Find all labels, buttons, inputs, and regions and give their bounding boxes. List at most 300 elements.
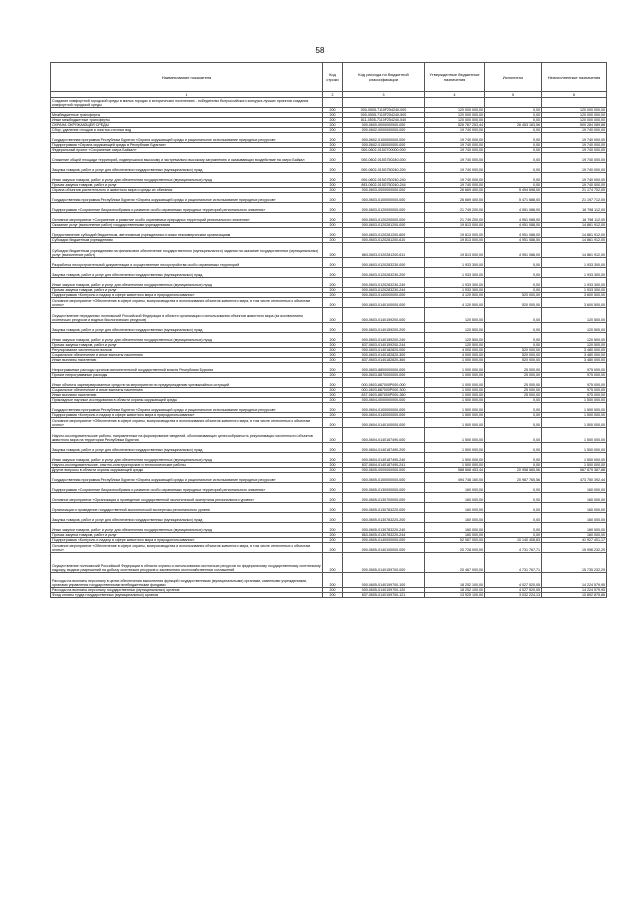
row-name: Прочие непрограммные расходы [51,373,323,378]
table-row [51,268,607,278]
row-done: 0,00 [485,418,542,428]
row-code: 200 [323,243,343,258]
row-kbk: 000-0603-887000P000-300 [343,388,425,393]
row-approved: 1 500 000,00 [425,428,485,443]
row-code: 200 [323,543,343,553]
row-done: 0,00 [485,173,542,183]
row-approved: 160 000,00 [425,523,485,533]
row-kbk: 000-0603-0120283230-200 [343,268,425,278]
row-kbk: 000-0603-0140159200-200 [343,323,425,333]
row-approved: 21 749 200,00 [425,203,485,213]
row-kbk: 000-0603-0120283230-240 [343,278,425,288]
row-approved: 18 252 100,00 [425,588,485,593]
table-row [51,228,607,238]
row-rest: 41 927 401,17 [542,538,607,543]
row-kbk: 811-0505-7110F254240-540 [343,118,425,123]
row-rest: 975 000,00 [542,373,607,378]
row-approved: 494 748 160,00 [425,473,485,483]
row-kbk: 000-0605-0130783220-240 [343,523,425,533]
row-rest: 19 740 000,00 [542,143,607,148]
header-index: 3 [343,92,425,98]
row-approved: 19 740 000,00 [425,183,485,188]
row-name: Научно-исследовательские, опытно-конструкторские и технологические работы [51,463,323,468]
row-kbk: 837-0603-0140182820-360 [343,358,425,363]
row-name: Организация и проведение государственной экологической экспертизы регионального уровня [51,503,323,513]
row-done: 0,00 [485,533,542,538]
row-done: 0,00 [485,513,542,523]
row-approved: 18 252 100,00 [425,573,485,588]
row-kbk: 000-0604-0140187490-240 [343,453,425,463]
row-code: 200 [323,153,343,163]
row-code: 200 [323,123,343,128]
row-code: 200 [323,343,343,348]
row-rest: 3 600 500,00 [542,298,607,308]
row-kbk: 000-0604-0140100000-000 [343,418,425,428]
row-name: Расходы на выплаты персоналу государственных (муниципальных) органов [51,588,323,593]
row-rest: 1 500 000,00 [542,428,607,443]
row-kbk: 000-0505-7110F254240-000 [343,108,425,113]
row-kbk: 000-0602-0150000000-000 [343,143,425,148]
row-done: 25 000,00 [485,363,542,373]
row-name: Иные закупки товаров, работ и услуг для обеспечения государственных (муниципальных) нужд [51,333,323,343]
row-kbk: 000-0603-0100000000-000 [343,193,425,203]
row-code: 200 [323,353,343,358]
row-name: Расходы на выплаты персоналу в целях обеспечения выполнения функций государственными (муниципальными) органами, казенными учреждениями, органами управления государственными внебюджетными фондами [51,573,323,588]
row-name: Оказание услуг (выполнение работ) государственными учреждениями [51,223,323,228]
row-kbk: 000-0605-0130700000-000 [343,493,425,503]
row-code: 200 [323,108,343,113]
row-kbk: 000-0603-0120281200-000 [343,223,425,228]
row-kbk: 000-0603-0140159200-000 [343,308,425,323]
row-done: 5 494 698,00 [485,188,542,193]
row-rest: 1 500 000,00 [542,403,607,413]
row-rest: 120 000 000,00 [542,118,607,123]
row-done: 0,00 [485,503,542,513]
row-done: 0,00 [485,133,542,143]
table-row [51,203,607,213]
row-rest: 16 798 112,00 [542,203,607,213]
row-name: Прочая закупка товаров, работ и услуг [51,183,323,188]
row-code: 200 [323,298,343,308]
row-name: Прочая закупка товаров, работ и услуг [51,288,323,293]
row-approved: 20 467 000,00 [425,553,485,573]
row-name: Основное мероприятие «Обеспечение в сфере охраны, воспроизводства и использования объектов животного мира, в том числе отнесенных к объектам охоты» [51,418,323,428]
row-name: Закупка товаров, работ и услуг для обеспечения государственных (муниципальных) нужд [51,513,323,523]
row-approved: 1 000 000,00 [425,393,485,398]
table-row [51,153,607,163]
row-rest: 19 740 000,00 [542,163,607,173]
row-code: 200 [323,213,343,223]
row-done: 25 000,00 [485,388,542,393]
row-kbk [343,98,425,108]
row-done: 5 471 688,00 [485,193,542,203]
row-done: 0,00 [485,413,542,418]
row-name: Государственная программа Республики Бурятия «Охрана окружающей среды и рациональное использование природных ресурсов» [51,403,323,413]
row-code: 200 [323,183,343,188]
row-name: Социальное обеспечение и иные выплаты населению [51,353,323,358]
row-name: Непрограммные расходы органов исполнительной государственной власти Республики Бурятия [51,363,323,373]
row-approved: 160 000,00 [425,513,485,523]
row-done: 0,00 [485,258,542,268]
header-index: 4 [425,92,485,98]
row-done: 4 027 520,05 [485,588,542,593]
row-done: 0,00 [485,463,542,468]
row-code: 200 [323,148,343,153]
row-code: 200 [323,238,343,243]
row-rest: 1 500 000,00 [542,418,607,428]
row-code: 200 [323,588,343,593]
row-done: 0,00 [485,493,542,503]
row-name: Предоставление субсидий бюджетным, автономным учреждениям и иным некоммерческим организациям [51,228,323,238]
row-approved: 19 813 000,00 [425,243,485,258]
row-rest: 567 879 387,88 [542,468,607,473]
row-approved: 1 500 000,00 [425,443,485,453]
row-done: 4 951 088,00 [485,228,542,238]
row-rest: 120 000 000,00 [542,113,607,118]
row-code: 200 [323,223,343,228]
row-done: 25 000,00 [485,373,542,378]
row-code: 200 [323,413,343,418]
row-done: 20 987 765,56 [485,473,542,483]
row-done: 25 000,00 [485,378,542,388]
row-name: Субсидии бюджетным учреждениям на финансовое обеспечение государственного (муниципального) задания на оказание государственных (муниципальных) услуг (выполнение работ) [51,243,323,258]
row-rest: 3 600 500,00 [542,293,607,298]
row-name: Подпрограмма «Охрана окружающей среды в Республике Бурятия» [51,143,323,148]
row-rest: 19 740 000,00 [542,153,607,163]
row-approved: 1 500 000,00 [425,398,485,403]
row-rest: 1 500 000,00 [542,413,607,418]
table-body [51,98,607,598]
row-approved: 1 500 000,00 [425,418,485,428]
row-code: 200 [323,483,343,493]
row-kbk: 000-0600-0000000000-000 [343,123,425,128]
header-done: Исполнено [485,63,542,92]
row-done: 0,00 [485,153,542,163]
row-rest: 14 861 912,00 [542,238,607,243]
row-kbk: 000-0603-8870000000-000 [343,373,425,378]
row-done: 0,00 [485,343,542,348]
header-rest: Неисполненные назначения [542,63,607,92]
row-approved: 1 500 000,00 [425,453,485,463]
row-code: 200 [323,428,343,443]
row-rest: 120 500,00 [542,323,607,333]
row-approved: 1 933 300,00 [425,278,485,288]
row-approved: 1 933 300,00 [425,258,485,268]
row-kbk: 000-0605-0140159700-120 [343,588,425,593]
row-done: 0,00 [485,333,542,343]
row-rest: 975 000,00 [542,363,607,373]
row-approved: 160 000,00 [425,503,485,513]
row-done: 4 951 088,00 [485,243,542,258]
row-kbk: 000-0603-8800000000-000 [343,363,425,373]
header-index: 6 [542,92,607,98]
row-rest: 21 174 702,00 [542,188,607,193]
row-done: 4 027 520,05 [485,573,542,588]
header-row [51,63,607,92]
row-rest: 160 000,00 [542,533,607,538]
row-kbk: 000-0605-0140159700-100 [343,573,425,588]
row-kbk: 000-0605-0130783220-200 [343,513,425,523]
row-done: 4 731 767,71 [485,543,542,553]
row-rest: 3 480 000,00 [542,348,607,353]
row-code: 200 [323,173,343,183]
row-approved: 19 740 000,00 [425,163,485,173]
row-name: Государственная программа Республики Бурятия «Охрана окружающей среды и рациональное использование природных ресурсов» [51,473,323,483]
row-approved: 19 813 000,00 [425,223,485,228]
row-name: Иные закупки товаров, работ и услуг для обеспечения государственных (муниципальных) нужд [51,173,323,183]
row-kbk: 000-0603-0140100000-000 [343,298,425,308]
row-kbk: 000-0604-0140000000-000 [343,413,425,418]
header-name: Наименование показателя [51,63,323,92]
header-kbk: Код расхода по бюджетной классификации [343,63,425,92]
row-kbk: 000-0602-015G750240-200 [343,163,425,173]
row-name: Иные выплаты населению [51,358,323,363]
row-code: 200 [323,193,343,203]
row-approved: 19 740 000,00 [425,153,485,163]
row-done [485,98,542,108]
row-rest: 19 740 000,00 [542,128,607,133]
row-approved: 19 740 000,00 [425,128,485,133]
row-approved: 19 740 000,00 [425,133,485,143]
row-code: 200 [323,453,343,463]
row-kbk: 000-0604-0000000000-000 [343,398,425,403]
row-kbk: 000-0603-0120283230-000 [343,258,425,268]
row-name: Иные закупки товаров, работ и услуг для обеспечения государственных (муниципальных) нужд [51,453,323,463]
row-kbk: 893-0602-015G750240-244 [343,183,425,188]
row-done: 0,00 [485,108,542,113]
row-name: Закупка товаров, работ и услуг для обеспечения государственных (муниципальных) нужд [51,163,323,173]
row-name: Иные закупки товаров, работ и услуг для обеспечения государственных (муниципальных) нужд [51,278,323,288]
row-approved: 1 000 000,00 [425,358,485,363]
row-name: Прочая закупка товаров, работ и услуг [51,343,323,348]
row-code: 200 [323,393,343,398]
row-kbk: 000-0603-0140182820-000 [343,348,425,353]
row-name: Социальное обеспечение и иные выплаты населению [51,388,323,393]
table-row [51,308,607,323]
row-rest: 1 500 000,00 [542,398,607,403]
row-approved: 19 740 000,00 [425,143,485,148]
row-rest: 975 000,00 [542,378,607,388]
row-done: 520 000,00 [485,353,542,358]
row-kbk: 000-0603-0120000000-000 [343,203,425,213]
row-kbk: 000-0605-0130783220-000 [343,503,425,513]
row-code: 200 [323,348,343,353]
row-rest: 1 933 300,00 [542,288,607,293]
row-approved: 19 740 000,00 [425,148,485,153]
row-name: Закупка товаров, работ и услуг для обеспечения государственных (муниципальных) нужд [51,268,323,278]
row-kbk: 837-0603-887000P000-360 [343,393,425,398]
row-done: 0,00 [485,323,542,333]
row-approved: 1 933 300,00 [425,288,485,293]
row-done: 0,00 [485,278,542,288]
row-done: 520 000,00 [485,348,542,353]
row-code: 200 [323,538,343,543]
row-code: 200 [323,323,343,333]
row-name: Основное мероприятие «Сохранение и развитие особо охраняемых природных территорий регионального значения» [51,213,323,223]
row-approved: 120 500,00 [425,323,485,333]
row-code: 200 [323,278,343,288]
row-approved: 1 933 300,00 [425,268,485,278]
row-approved: 588 668 453,44 [425,468,485,473]
row-kbk: 000-0604-0140187490-200 [343,443,425,453]
row-approved: 120 000 000,00 [425,118,485,123]
table-row [51,453,607,463]
row-code: 200 [323,463,343,468]
row-rest: 10 892 875,88 [542,593,607,598]
row-code: 200 [323,203,343,213]
row-done: 0,00 [485,483,542,493]
row-name: Прикладные научные исследования в области охраны окружающей среды [51,398,323,403]
row-name: Научно-исследовательские работы, направленные на формирование сведений, обосновывающих целесообразность рекультивации численности объектов животного мира на территории Республики Бурятия [51,428,323,443]
header-approved: Утвержденные бюджетные назначения [425,63,485,92]
row-rest [542,98,607,108]
row-done: 0,00 [485,113,542,118]
row-name: Субсидии бюджетным учреждениям [51,238,323,243]
row-code: 200 [323,443,343,453]
row-code: 200 [323,293,343,298]
row-done: 3 032 224,13 [485,593,542,598]
row-name: Разработка лесоустроительной документации и осуществление лесоустройства особо охраняемых территорий [51,258,323,268]
row-code: 200 [323,593,343,598]
table-row [51,543,607,553]
row-name: Межбюджетные трансферты [51,113,323,118]
header-index: 1 [51,92,323,98]
row-rest: 3 480 000,00 [542,358,607,363]
row-approved: 13 925 100,00 [425,593,485,598]
row-done: 4 951 088,00 [485,213,542,223]
row-rest: 1 500 000,00 [542,443,607,453]
row-done: 520 000,00 [485,298,542,308]
table-row [51,473,607,483]
row-kbk: 000-0603-887000P000-000 [343,378,425,388]
row-kbk: 000-0603-0120281200-610 [343,238,425,243]
row-name: Подпрограмма «Контроль и надзор в сфере животного мира и природопользования» [51,293,323,298]
row-code: 200 [323,188,343,193]
row-approved: 20 728 000,00 [425,543,485,553]
row-kbk: 000-0603-0140182820-300 [343,353,425,358]
row-kbk: 000-0603-0120283230-244 [343,288,425,293]
row-done: 0,00 [485,428,542,443]
row-name: Федеральный проект «Сохранение озера Байкал» [51,148,323,153]
row-approved: 1 500 000,00 [425,413,485,418]
row-code: 200 [323,163,343,173]
row-approved: 21 749 200,00 [425,213,485,223]
row-name: Иные закупки товаров, работ и услуг для обеспечения государственных (муниципальных) нужд [51,523,323,533]
budget-table [50,62,607,598]
table-row [51,133,607,143]
row-done: 0,00 [485,128,542,133]
row-code: 200 [323,358,343,363]
row-approved: 4 000 000,00 [425,353,485,358]
row-code: 200 [323,533,343,538]
row-name: Сбор, удаление отходов и очистка сточных вод [51,128,323,133]
row-approved: 120 500,00 [425,333,485,343]
row-kbk: 837-0603-0140159200-244 [343,343,425,348]
row-kbk: 000-0603-0140159200-240 [343,333,425,343]
row-approved: 26 669 400,00 [425,193,485,203]
row-name: Иные выплаты населению [51,393,323,398]
row-code: 200 [323,288,343,293]
row-kbk: 000-0605-0000000000-000 [343,468,425,473]
row-name: Закупка товаров, работ и услуг для обеспечения государственных (муниципальных) нужд [51,443,323,453]
row-name: Подпрограмма «Сохранение биоразнообразия и развитие особо охраняемых природных территорий регионального значения» [51,203,323,213]
table-row [51,243,607,258]
row-rest: 1 933 300,00 [542,268,607,278]
table-row [51,258,607,268]
row-approved: 160 000,00 [425,493,485,503]
row-name: Снижение общей площади территорий, подвергшихся высокому и экстремально высокому загрязнению и оказывающих воздействие на озеро Байкал [51,153,323,163]
row-name: Основное мероприятие «Обеспечение в сфере охраны, воспроизводства и использования объектов животного мира, в том числе отнесенных к объектам охоты» [51,543,323,553]
row-name: Иные объекты зарезервированных средств на мероприятия по предупреждению чрезвычайных ситуаций [51,378,323,388]
row-name: Подпрограмма «Сохранение биоразнообразия и развитие особо охраняемых природных территорий регионального значения» [51,483,323,493]
row-rest: 120 500,00 [542,308,607,323]
table-row [51,553,607,573]
table-row [51,213,607,223]
row-kbk: 000-0602-0000000000-000 [343,128,425,133]
table-row [51,403,607,413]
row-approved: 1 000 000,00 [425,373,485,378]
row-done: 0,00 [485,268,542,278]
row-kbk: 000-0604-0140187490-000 [343,428,425,443]
row-name: Государственная программа Республики Бурятия «Охрана окружающей среды и рациональное использование природных ресурсов» [51,133,323,143]
row-approved: 120 500,00 [425,343,485,348]
row-rest: 21 197 712,00 [542,193,607,203]
row-approved: 1 500 000,00 [425,463,485,468]
row-kbk: 000-0602-015G750240-000 [343,153,425,163]
row-done: 10 140 408,83 [485,538,542,543]
row-approved: 120 000 000,00 [425,108,485,113]
row-done: 4 951 088,00 [485,238,542,243]
row-code: 200 [323,468,343,473]
row-code: 200 [323,418,343,428]
table-row [51,523,607,533]
row-done: 0,00 [485,308,542,323]
row-code: 200 [323,333,343,343]
header-code: Код строки [323,63,343,92]
page-number: 58 [315,46,325,55]
row-kbk: 000-0605-0100000000-000 [343,473,425,483]
table-row [51,513,607,523]
row-rest: 160 000,00 [542,523,607,533]
row-code [323,98,343,108]
row-name: Создание комфортной городской среды в малых городах и исторических поселениях - победителях Всероссийского конкурса лучших проектов создания комфортной городской среды [51,98,323,108]
row-kbk: 000-0602-015G700000-000 [343,148,425,153]
row-code: 200 [323,493,343,503]
row-code: 200 [323,308,343,323]
table-row [51,428,607,443]
row-code: 200 [323,473,343,483]
row-code: 200 [323,133,343,143]
row-name: Иные межбюджетные трансферты [51,118,323,123]
row-done: 0,00 [485,453,542,463]
row-approved: 19 813 000,00 [425,238,485,243]
row-name: Осуществление переданных полномочий Российской Федерации в области организации и использования объектов животного мира (за исключением охотничьих ресурсов и водных биологических ресурсов) [51,308,323,323]
row-code: 200 [323,258,343,268]
row-kbk: 000-0603-0120281200-600 [343,228,425,238]
row-rest: 1 500 000,00 [542,463,607,468]
row-rest: 14 224 579,95 [542,588,607,593]
row-done: 0,00 [485,398,542,403]
row-name: Подпрограмма «Контроль и надзор в сфере животного мира и природопользования» [51,538,323,543]
row-rest: 1 500 000,00 [542,453,607,463]
table-row [51,443,607,453]
row-done: 25 000,00 [485,393,542,398]
row-code: 200 [323,113,343,118]
row-approved: 4 000 000,00 [425,348,485,353]
row-code: 200 [323,228,343,238]
row-approved: 19 740 000,00 [425,173,485,183]
row-done: 26 453 163,56 [485,123,542,128]
